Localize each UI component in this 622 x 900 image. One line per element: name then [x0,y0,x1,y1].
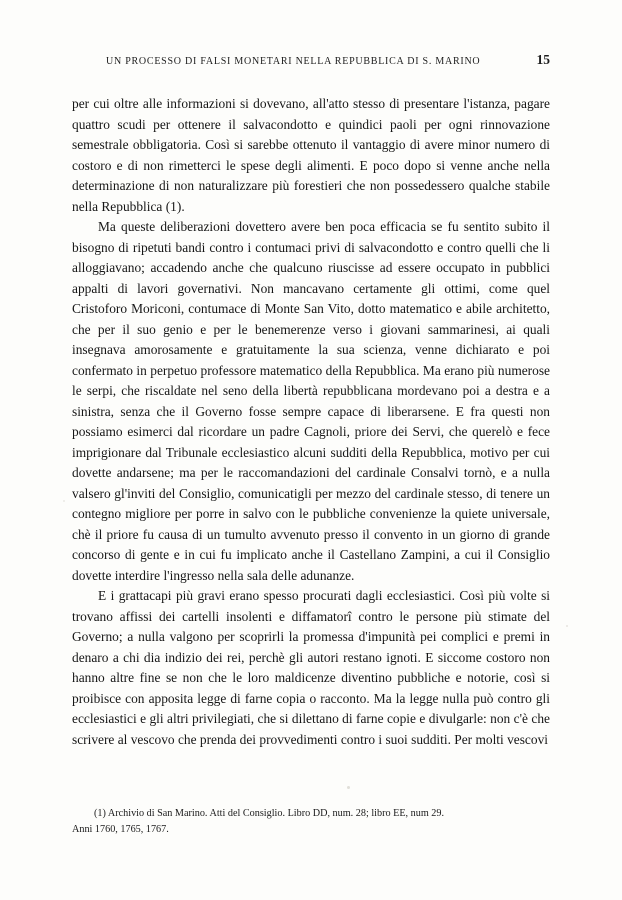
footnote-block [72,806,550,837]
paper-speck [63,500,65,502]
page-number: 15 [536,52,550,67]
paragraph-3: E i grattacapi più gravi erano spesso procurati dagli ecclesiastici. Così più volte si trovano affissi dei cartelli insolenti e diffamatorî contro le persone più stimate del Governo; a nulla valgono per scoprirli la promessa d'impunità pei complici e premi in denaro a chi dia indizio dei rei, perchè gli autori restano ignoti. E siccome costoro non hanno altre fine se non che le loro maldicenze diventino pubbliche e notorie, così si proibisce con apposita legge di farne copia o racconto. Ma la legge nulla può contro gli ecclesiastici e gli altri privilegiati, che si dilettano di farne copie e divulgarle: non c'è che scrivere al vescovo che prenda dei provvedimenti contro i suoi sudditi. Per molti vescovi [72,588,550,747]
footnote-text-1: Archivio di San Marino. Atti del Consiglio. Libro DD, num. 28; libro EE, num 29. [107,808,445,819]
paragraph-2: Ma queste deliberazioni dovettero avere ben poca efficacia se fu sentito subito il bisogno di ripetuti bandi contro i contumaci privi di salvacondotto e contro quelli che li alloggiavano; accadendo anche che qualcuno riuscisse ad essere occupato in pubblici appalti di lavori governativi. Non mancavano certamente gli ottimi, come quel Cristoforo Moriconi, contumace di Monte San Vito, dotto matematico e abile architetto, che per il suo genio e per le benemerenze verso i giovani sammarinesi, ai quali insegnava amorosamente e gratuitamente la sua scienza, venne dichiarato e poi confermato in perpetuo professore matematico della Repubblica. Ma erano più numerose le serpi, che riscaldate nel seno della libertà repubblicana mordevano poi a destra e a sinistra, senza che il Governo fosse sempre capace di liberarsene. E fra questi non possiamo esimerci dal ricordare un padre Cagnoli, priore dei Servi, che querelò e fece imprigionare dal Tribunale ecclesiastico alcuni sudditi della Repubblica, motivo per cui dovette andarsene; ma per le raccomandazioni del cardinale Consalvi tornò, e a nulla valsero gl'inviti del Consiglio, comunicatigli per mezzo del cardinale stesso, di tenere un contegno migliore per porre in salvo con le pubbliche convenienze la quiete universale, chè il priore fu causa di un tumulto avvenuto presso il convento in un giorno di grande concorso di gente e in cui fu implicato anche il Castellano Zampini, a cui il Consiglio dovette interdire l'ingresso nella sala delle adunanze. [72,219,550,583]
paragraph-1: per cui oltre alle informazioni si dovevano, all'atto stesso di presentare l'istanza, pagare quattro scudi per ottenere il salvacondotto e quindici paoli per ogni rinnovazione semestrale obbligatoria. Così si sarebbe ottenuto il vantaggio di avere minor numero di costoro e di non rimetterci le spese degli alimenti. E poco dopo si venne anche nella determinazione di non naturalizzare più forestieri che non possedessero qualche stabile nella Repubblica (1). [72,96,550,214]
paper-speck [566,625,568,627]
body-text [72,94,550,750]
running-head [72,52,550,68]
page-content [72,52,550,837]
running-head-title: UN PROCESSO DI FALSI MONETARI NELLA REPUBBLICA DI S. MARINO [106,56,481,67]
footnote-line-1 [72,806,550,822]
paper-speck [347,786,350,789]
footnote-marker: (1) [94,808,106,819]
footnote-line-2: Anni 1760, 1765, 1767. [72,823,169,835]
